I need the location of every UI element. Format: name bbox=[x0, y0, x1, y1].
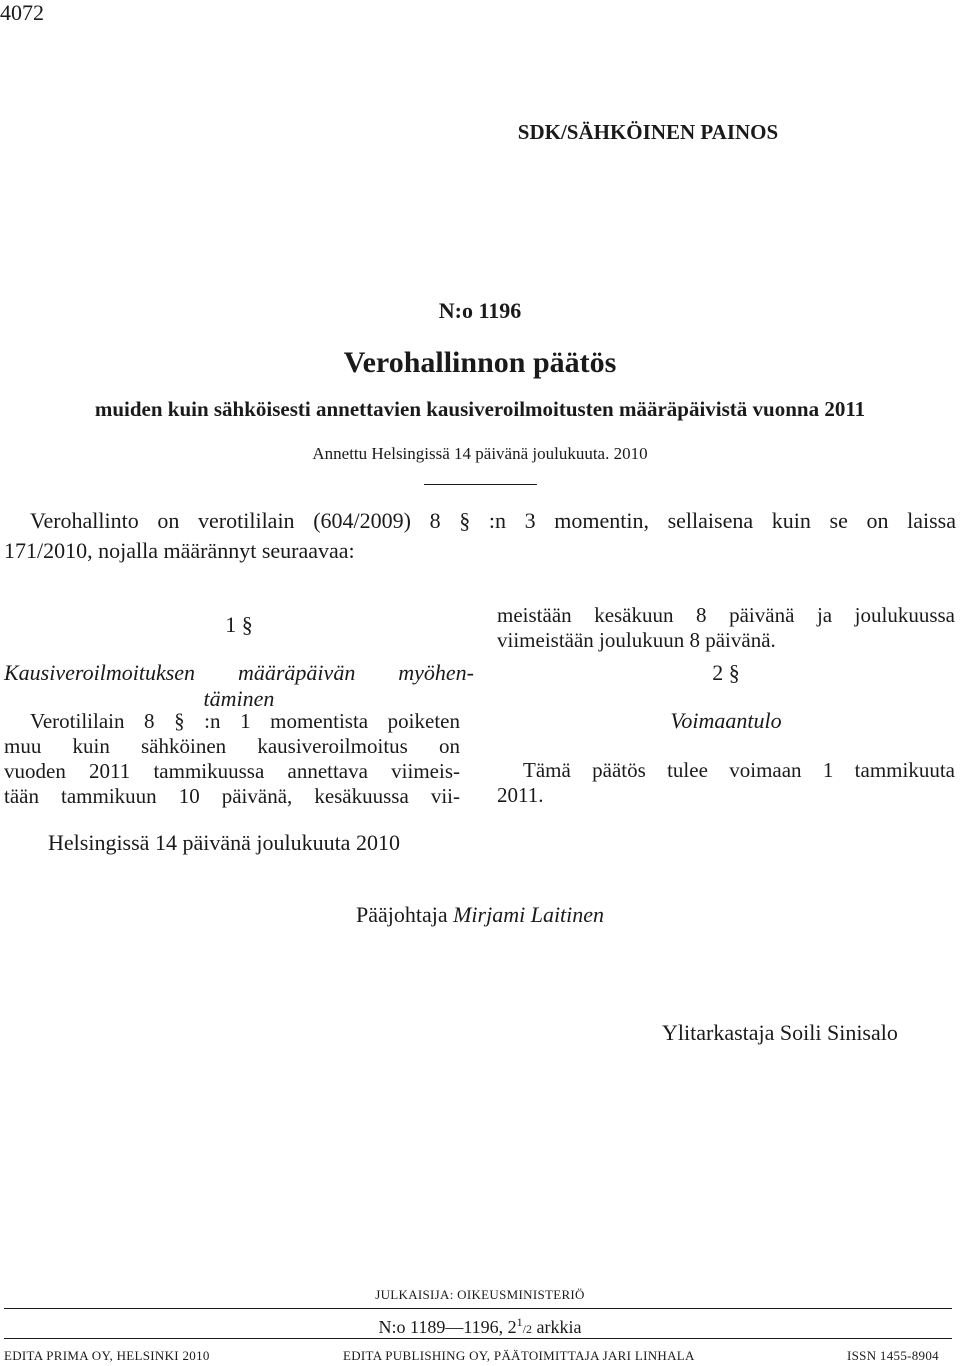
section-2-body-line: Tämä päätös tulee voimaan 1 tammikuuta bbox=[523, 758, 955, 782]
section-1-heading: 1 § bbox=[225, 612, 253, 637]
section-1-title-line-1: Kausiveroilmoituksen määräpäivän myöhen- bbox=[4, 660, 474, 685]
footer-range-sup: 1 bbox=[516, 1315, 523, 1329]
section-2-heading: 2 § bbox=[712, 660, 740, 685]
decision-number: N:o 1196 bbox=[438, 298, 522, 323]
footer-divider bbox=[4, 1308, 952, 1309]
section-1-body-line: Verotililain 8 § :n 1 momentista poiketen bbox=[30, 709, 460, 733]
edition-label: SDK/SÄHKÖINEN PAINOS bbox=[517, 120, 779, 144]
signer-1-name: Mirjami Laitinen bbox=[453, 902, 605, 927]
footer-issue-range bbox=[0, 1315, 960, 1338]
footer-range-sub: /2 bbox=[522, 1322, 533, 1336]
footer-range-suffix: arkkia bbox=[532, 1317, 582, 1337]
footer-printer-left: EDITA PRIMA OY, HELSINKI 2010 bbox=[4, 1348, 210, 1363]
section-1-continued-line: viimeistään joulukuun 8 päivänä. bbox=[497, 628, 776, 652]
section-1-continued-line: meistään kesäkuun 8 päivänä ja joulukuussa bbox=[497, 603, 955, 627]
footer-publisher: JULKAISIJA: OIKEUSMINISTERIÖ bbox=[375, 1287, 585, 1302]
preamble-line-1: Verohallinto on verotililain (604/2009) 8 § :n 3 momentin, sellaisena kuin se on laissa bbox=[30, 508, 956, 533]
section-2-body-line: 2011. bbox=[497, 783, 544, 807]
signer-2: Ylitarkastaja Soili Sinisalo bbox=[662, 1020, 898, 1045]
section-1-body-line: vuoden 2011 tammikuussa annettava viimeis- bbox=[4, 759, 460, 783]
decision-given-date: Annettu Helsingissä 14 päivänä joulukuuta. 2010 bbox=[312, 444, 648, 463]
decision-title: Verohallinnon päätös bbox=[343, 346, 617, 379]
decision-subtitle: muiden kuin sähköisesti annettavien kausiveroilmoitusten määräpäivistä vuonna 2011 bbox=[94, 397, 866, 421]
section-1-body-line: tään tammikuun 10 päivänä, kesäkuussa vii- bbox=[4, 784, 460, 808]
title-divider bbox=[424, 484, 537, 485]
page-number: 4072 bbox=[0, 0, 44, 25]
signer-1 bbox=[0, 902, 960, 928]
footer-issn: ISSN 1455-8904 bbox=[847, 1348, 939, 1363]
signing-place-date: Helsingissä 14 päivänä joulukuuta 2010 bbox=[48, 830, 400, 855]
preamble-line-2: 171/2010, nojalla määrännyt seuraavaa: bbox=[4, 538, 355, 563]
section-1-body-line: muu kuin sähköinen kausiveroilmoitus on bbox=[4, 734, 460, 758]
signer-1-role: Pääjohtaja bbox=[355, 902, 448, 927]
section-1-title-line-2: täminen bbox=[203, 686, 275, 711]
footer-range-prefix: N:o 1189—1196, 2 bbox=[378, 1317, 517, 1337]
footer-printer-center: EDITA PUBLISHING OY, PÄÄTOIMITTAJA JARI LINHALA bbox=[343, 1348, 695, 1363]
section-2-title: Voimaantulo bbox=[670, 708, 782, 733]
footer-divider-2 bbox=[4, 1338, 952, 1339]
